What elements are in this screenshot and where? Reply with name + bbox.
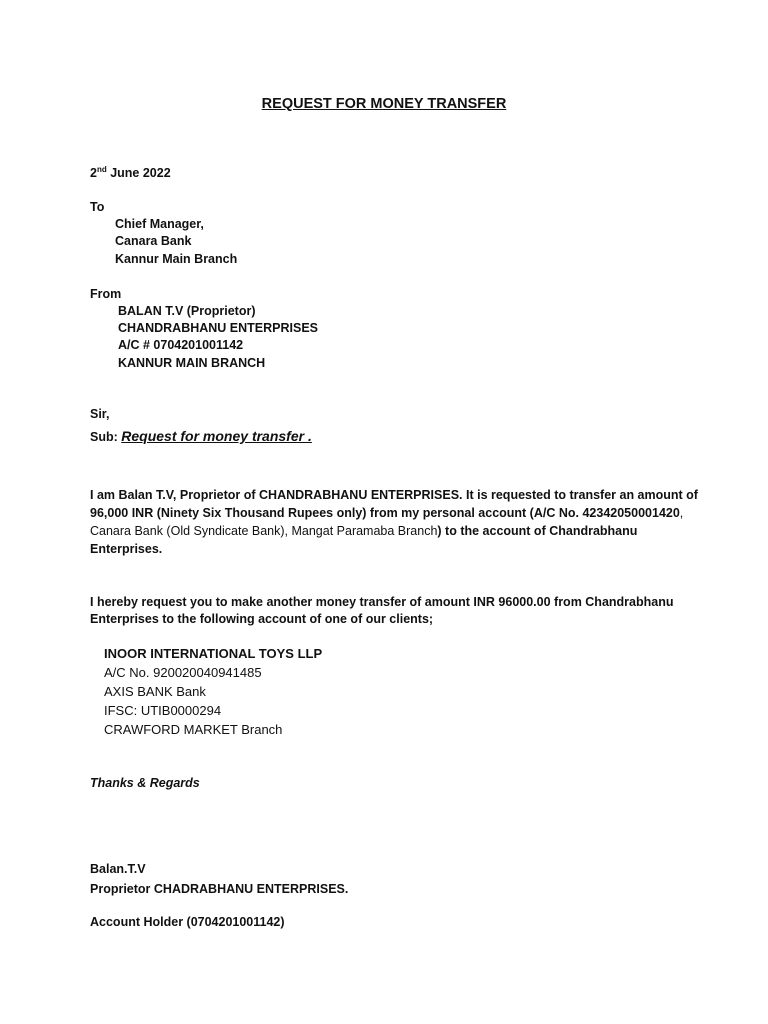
to-line: Chief Manager, (115, 217, 204, 231)
client-ifsc: IFSC: UTIB0000294 (104, 703, 222, 718)
para1-line: Canara Bank (Old Syndicate Bank), Mangat Paramaba Branch) to the account of Chandrabhanu (90, 524, 638, 538)
client-account: A/C No. 920020040941485 (104, 665, 262, 680)
client-branch: CRAWFORD MARKET Branch (104, 722, 283, 737)
letter-date: 2nd June 2022 (90, 164, 171, 180)
para2-line: Enterprises to the following account of one of our clients; (90, 612, 434, 626)
to-line: Kannur Main Branch (115, 252, 238, 266)
signature-account: Account Holder (0704201001142) (90, 915, 285, 929)
subject-line: Sub: Request for money transfer . (90, 428, 312, 444)
from-line: CHANDRABHANU ENTERPRISES (118, 321, 319, 335)
signature-title: Proprietor CHADRABHANU ENTERPRISES. (90, 882, 349, 896)
letter-title: REQUEST FOR MONEY TRANSFER (261, 96, 507, 112)
signature-name: Balan.T.V (90, 862, 146, 876)
from-label: From (90, 287, 122, 301)
para1-line: 96,000 INR (Ninety Six Thousand Rupees only) from my personal account (A/C No. 42342050001420, (90, 506, 684, 520)
from-line: BALAN T.V (Proprietor) (118, 304, 256, 318)
subject-text: Request for money transfer . (121, 428, 312, 444)
para1-line: Enterprises. (90, 542, 163, 556)
closing: Thanks & Regards (90, 776, 200, 790)
to-line: Canara Bank (115, 234, 192, 248)
salutation: Sir, (90, 407, 110, 421)
to-label: To (90, 200, 105, 214)
from-line: KANNUR MAIN BRANCH (118, 356, 266, 370)
from-line: A/C # 0704201001142 (118, 338, 244, 352)
client-name: INOOR INTERNATIONAL TOYS LLP (104, 646, 323, 661)
para1-line: I am Balan T.V, Proprietor of CHANDRABHANU ENTERPRISES. It is requested to transfer an amount of (90, 488, 698, 502)
para2-line: I hereby request you to make another money transfer of amount INR 96000.00 from Chandrabhanu (90, 595, 674, 609)
client-bank: AXIS BANK Bank (104, 684, 206, 699)
